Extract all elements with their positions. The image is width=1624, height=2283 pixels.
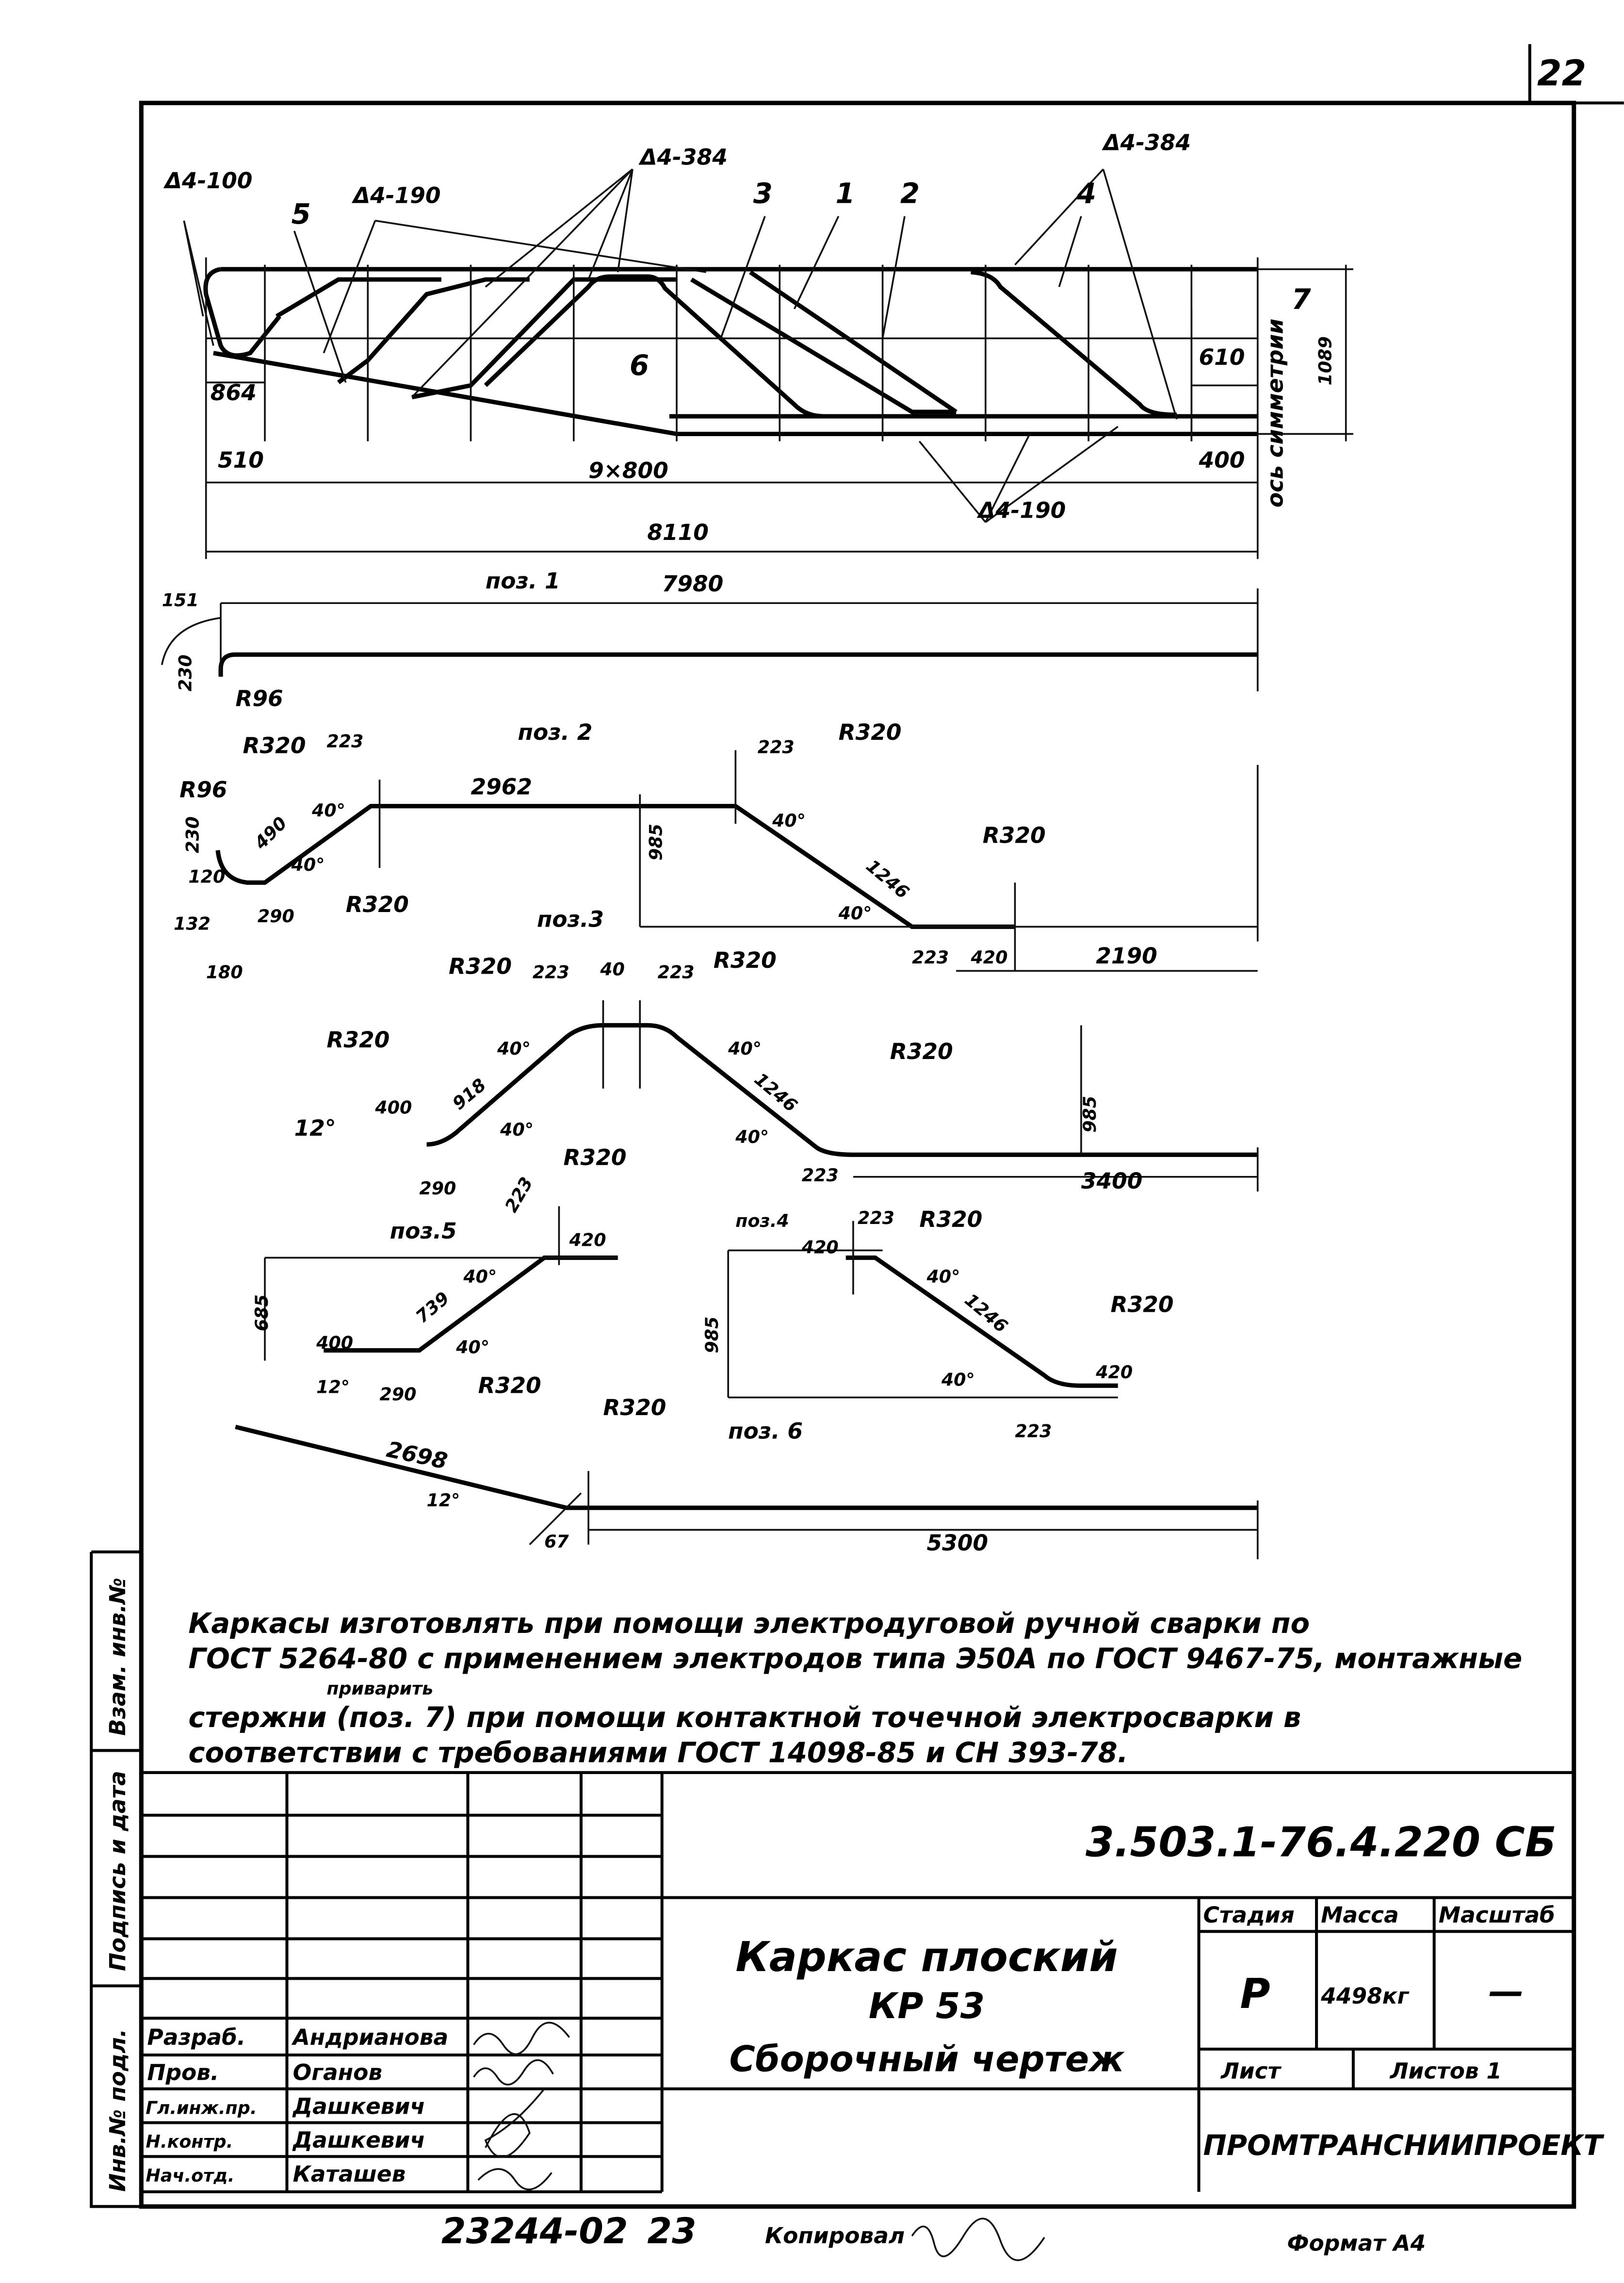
angle-label: 40° <box>291 854 325 876</box>
radius-label: R320 <box>478 1372 541 1399</box>
archive-number: 23244-02 <box>441 2211 628 2252</box>
angle-label: 40° <box>497 1038 531 1060</box>
dimension-label: 1089 <box>1315 336 1336 386</box>
angle-label: 40° <box>463 1266 497 1288</box>
side-label-signature: Подпись и дата <box>104 1771 130 1972</box>
radius-label: R320 <box>838 719 902 746</box>
dimension-label: 864 <box>210 379 257 406</box>
radius-label: R320 <box>919 1206 983 1232</box>
dimension-label: 420 <box>971 947 1008 968</box>
dimension-label: 8110 <box>647 519 709 545</box>
dimension-label: 2190 <box>1096 943 1157 969</box>
radius-label: R320 <box>890 1039 953 1065</box>
dimension-label: 40 <box>600 959 625 980</box>
sheets-label: Листов 1 <box>1390 2058 1502 2084</box>
dimension-label: 290 <box>379 1384 417 1405</box>
header-stage: Стадия <box>1203 1902 1295 1928</box>
angle-label: 40° <box>312 799 345 821</box>
dimension-label: 120 <box>188 866 226 887</box>
dimension-label: 223 <box>801 1164 839 1186</box>
dimension-label: 918 <box>448 1074 490 1114</box>
dimension-label: 9×800 <box>588 457 668 484</box>
dimension-label: 1246 <box>862 855 913 903</box>
position-callout: 7 <box>1291 283 1311 316</box>
position-title: поз. 1 <box>485 568 560 594</box>
side-label-replace: Взам. инв.№ <box>104 1577 130 1736</box>
sheet-label: Лист <box>1220 2058 1281 2084</box>
radius-label: R320 <box>982 822 1046 848</box>
angle-label: 40° <box>838 903 872 924</box>
role-label: Разраб. <box>147 2024 246 2050</box>
person-name: Андрианова <box>292 2024 449 2050</box>
drawing-type: Сборочный чертеж <box>729 2038 1124 2080</box>
person-name: Дашкевич <box>292 2127 425 2153</box>
weld-label: Δ4-384 <box>640 144 728 170</box>
side-strip <box>91 1552 141 2206</box>
weld-label: Δ4-190 <box>978 497 1066 523</box>
drawing-title: Каркас плоский <box>735 1933 1118 1982</box>
dimension-label: 290 <box>419 1178 456 1199</box>
dimension-label: 985 <box>645 823 666 861</box>
dimension-label: 400 <box>375 1097 412 1118</box>
dimension-label: 290 <box>257 906 294 927</box>
role-label: Нач.отд. <box>146 2165 235 2186</box>
person-name: Оганов <box>292 2059 383 2086</box>
angle-label: 40° <box>500 1119 534 1140</box>
dimension-label: 223 <box>1015 1420 1052 1442</box>
radius-label: R320 <box>1110 1291 1174 1318</box>
angle-label: 12° <box>426 1489 460 1511</box>
radius-label: R320 <box>713 947 777 974</box>
dimension-label: 2698 <box>384 1436 450 1474</box>
page-number: 22 <box>1537 52 1587 94</box>
scale-value: — <box>1488 1971 1524 2012</box>
archive-sheet: 23 <box>647 2211 697 2252</box>
dimension-label: 420 <box>569 1229 606 1251</box>
dimension-label: 420 <box>1096 1362 1133 1383</box>
weld-label: Δ4-100 <box>164 168 253 194</box>
dimension-label: 223 <box>757 736 795 758</box>
dimension-label: 223 <box>912 947 949 968</box>
role-label: Пров. <box>147 2059 219 2086</box>
position-callout: 6 <box>630 349 650 382</box>
side-label-inventory: Инв.№ подл. <box>104 2029 130 2192</box>
dimension-label: 5300 <box>926 1530 989 1556</box>
dimension-label: 180 <box>206 962 243 983</box>
radius-label: R96 <box>179 777 227 803</box>
dimension-label: 510 <box>217 447 264 473</box>
position-title: поз.5 <box>390 1218 457 1244</box>
dimension-label: 400 <box>316 1332 354 1353</box>
document-code: 3.503.1-76.4.220 СБ <box>1085 1818 1557 1867</box>
dimension-label: 400 <box>1199 447 1245 473</box>
angle-label: 12° <box>316 1376 350 1398</box>
dimension-label: 1246 <box>750 1068 802 1116</box>
dimension-label: 7980 <box>662 571 724 597</box>
assembly-view <box>184 169 1353 559</box>
radius-label: R320 <box>345 891 409 917</box>
note-line: Каркасы изготовлять при помощи электродуговой ручной сварки по <box>188 1607 1310 1640</box>
stage-value: Р <box>1240 1970 1270 2018</box>
dimension-label: 1246 <box>960 1289 1012 1337</box>
position-callout: 5 <box>291 197 311 230</box>
footer <box>441 2211 1426 2260</box>
note-line: стержни (поз. 7) при помощи контактной точечной электросварки в <box>188 1701 1301 1734</box>
dimension-label: 223 <box>326 731 364 752</box>
radius-label: R320 <box>243 733 306 759</box>
role-label: Н.контр. <box>146 2131 233 2153</box>
position-callout: 3 <box>753 177 773 210</box>
copier-signature <box>912 2218 1044 2260</box>
dimension-label: 230 <box>175 654 196 692</box>
radius-label: R96 <box>235 685 283 712</box>
angle-label: 40° <box>456 1337 490 1358</box>
dimension-labels <box>162 130 1336 1556</box>
organization-name: ПРОМТРАНСНИИПРОЕКТ <box>1203 2129 1603 2162</box>
angle-label: 40° <box>941 1369 975 1390</box>
dimension-label: 223 <box>501 1173 537 1216</box>
position-title: поз. 6 <box>728 1418 803 1444</box>
title-block <box>141 1773 1605 2192</box>
dimension-label: 685 <box>251 1294 273 1332</box>
weld-label: Δ4-384 <box>1103 130 1191 156</box>
dimension-label: 985 <box>701 1316 722 1353</box>
dimension-label: 420 <box>801 1237 839 1258</box>
format-label: Формат А4 <box>1287 2230 1426 2256</box>
dimension-label: 223 <box>657 962 695 983</box>
note-line: ГОСТ 5264-80 с применением электродов типа Э50А по ГОСТ 9467-75, монтажные <box>188 1642 1523 1675</box>
person-name: Дашкевич <box>292 2093 425 2120</box>
symmetry-axis-label: ось симметрии <box>1262 318 1288 508</box>
header-scale: Масштаб <box>1438 1902 1555 1928</box>
mass-value: 4498кг <box>1321 1983 1409 2009</box>
weld-label: Δ4-190 <box>353 182 441 209</box>
technical-notes <box>188 1607 1522 1769</box>
note-line: соответствии с требованиями ГОСТ 14098-85 и СН 393-78. <box>188 1736 1128 1769</box>
angle-label: 12° <box>294 1115 336 1141</box>
dimension-label: 610 <box>1199 344 1245 370</box>
dimension-label: 230 <box>182 816 203 853</box>
position-title: поз.3 <box>536 906 604 932</box>
position-callout: 1 <box>835 177 855 210</box>
angle-label: 40° <box>926 1266 960 1288</box>
radius-label: R320 <box>603 1394 666 1420</box>
position-callout: 2 <box>900 177 920 210</box>
radius-label: R320 <box>326 1027 390 1053</box>
dimension-label: 151 <box>162 589 199 611</box>
dimension-label: 132 <box>174 913 211 934</box>
dimension-label: 2962 <box>471 774 533 800</box>
header-mass: Масса <box>1321 1902 1399 1928</box>
radius-label: R320 <box>563 1144 627 1171</box>
angle-label: 40° <box>735 1126 769 1148</box>
position-callout: 4 <box>1076 177 1096 210</box>
angle-label: 40° <box>728 1038 762 1060</box>
copied-label: Копировал <box>764 2223 905 2249</box>
signature-scribbles <box>474 2022 569 2189</box>
dimension-label: 739 <box>411 1288 454 1327</box>
position-title: поз.4 <box>735 1210 789 1231</box>
radius-label: R320 <box>449 953 512 979</box>
angle-label: 40° <box>772 810 806 832</box>
position-title: поз. 2 <box>518 719 593 746</box>
role-label: Гл.инж.пр. <box>146 2097 257 2119</box>
dimension-label: 3400 <box>1081 1168 1143 1194</box>
note-insert: приварить <box>326 1678 434 1699</box>
drawing-mark: КР 53 <box>868 1986 985 2027</box>
dimension-label: 490 <box>250 812 292 853</box>
dimension-label: 67 <box>544 1531 569 1552</box>
person-name: Каташев <box>292 2161 406 2187</box>
dimension-label: 985 <box>1079 1095 1101 1133</box>
dimension-label: 223 <box>532 962 569 983</box>
dimension-label: 223 <box>857 1207 894 1228</box>
